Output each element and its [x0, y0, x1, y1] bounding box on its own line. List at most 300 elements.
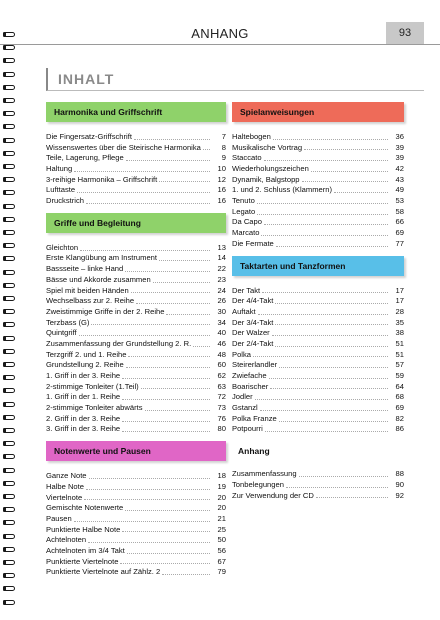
toc-entry[interactable] [232, 175, 404, 186]
dot-leader [311, 171, 388, 172]
dot-leader [141, 388, 210, 389]
dot-leader [134, 139, 210, 140]
toc-entry-title: Zweistimmige Griffe in der 2. Reihe [46, 306, 165, 316]
toc-entry-title: Grundstellung 2. Reihe [46, 360, 124, 370]
toc-entry-title: Halbe Note [46, 481, 84, 491]
dot-leader [304, 149, 388, 150]
toc-entry-title: Punktierte Viertelnote auf Zählz. 2 [46, 567, 161, 577]
toc-entry[interactable] [232, 228, 404, 239]
toc-entry-page: 67 [217, 556, 226, 566]
binding-ring [2, 347, 16, 356]
toc-entry-title: Terzbass (G) [46, 317, 90, 327]
dot-leader [299, 476, 388, 477]
toc-entry[interactable] [46, 175, 226, 186]
toc-entry[interactable] [232, 185, 404, 196]
toc-entry-title: 1. Griff in der 1. Reihe [46, 392, 121, 402]
toc-entry[interactable] [232, 132, 404, 143]
page-number: 93 [386, 22, 424, 44]
dot-leader [125, 271, 210, 272]
binding-ring [2, 439, 16, 448]
toc-entry-title: Gstanzl [232, 403, 258, 413]
dot-leader [275, 324, 388, 325]
dot-leader [257, 214, 388, 215]
toc-entry-title: Die Fingersatz-Griffschrift [46, 131, 132, 141]
toc-entry[interactable] [46, 350, 226, 361]
toc-entry[interactable] [46, 493, 226, 504]
toc-entry[interactable] [46, 471, 226, 482]
binding-ring [2, 83, 16, 92]
binding-ring [2, 558, 16, 567]
binding-ring [2, 545, 16, 554]
binding-ring [2, 241, 16, 250]
toc-entry-title: Boarischer [232, 381, 269, 391]
toc-entry-title: Wiederholungszeichen [232, 164, 309, 174]
binding-ring [2, 334, 16, 343]
binding-ring [2, 505, 16, 514]
toc-entry-page: 20 [217, 503, 226, 513]
binding-ring [2, 175, 16, 184]
toc-entry-title: Ganze Note [46, 471, 87, 481]
toc-entry-page: 8 [221, 142, 226, 152]
toc-entry-page: 26 [217, 296, 226, 306]
toc-entry[interactable] [46, 318, 226, 329]
toc-entry-page: 13 [217, 242, 226, 252]
toc-entry-title: Musikalische Vortrag [232, 142, 303, 152]
toc-entry[interactable] [232, 239, 404, 250]
toc-entry-page: 50 [217, 535, 226, 545]
binding-ring [2, 400, 16, 409]
toc-entry[interactable] [232, 207, 404, 218]
toc-entry[interactable] [232, 307, 404, 318]
toc-entry-title: Jodler [232, 392, 253, 402]
toc-entry[interactable] [232, 403, 404, 414]
dot-leader [77, 192, 210, 193]
binding-ring [2, 598, 16, 607]
toc-entry-page: 68 [395, 392, 404, 402]
toc-entry-title: Der 2/4-Takt [232, 338, 274, 348]
toc-entry-page: 53 [395, 196, 404, 206]
toc-left-column [46, 102, 226, 578]
dot-leader [86, 203, 210, 204]
dot-leader [257, 203, 388, 204]
toc-entry-title: Achtelnoten [46, 535, 87, 545]
toc-entry[interactable] [232, 469, 404, 480]
toc-entry-page: 16 [217, 185, 226, 195]
toc-entry-title: Steirerlandler [232, 360, 278, 370]
binding-ring [2, 228, 16, 237]
binding-ring [2, 492, 16, 501]
toc-entry[interactable] [232, 143, 404, 154]
toc-entry-page: 72 [217, 392, 226, 402]
toc-entry-title: Punktierte Viertelnote [46, 556, 119, 566]
dot-leader [265, 431, 388, 432]
toc-entry-page: 34 [217, 317, 226, 327]
toc-entry-title: Zwiefache [232, 371, 267, 381]
binding-ring [2, 479, 16, 488]
binding-ring [2, 518, 16, 527]
toc-heading-box [46, 68, 424, 91]
toc-entry-title: Der 4/4-Takt [232, 296, 274, 306]
section-heading-taktarten-und-tanzformen: Taktarten und Tanzformen [232, 256, 404, 276]
toc-entry-title: Legato [232, 206, 256, 216]
toc-entry[interactable] [46, 371, 226, 382]
dot-leader [260, 410, 388, 411]
toc-entry-page: 35 [395, 317, 404, 327]
toc-entry-page: 17 [395, 285, 404, 295]
toc-entry-page: 63 [217, 381, 226, 391]
toc-entry-title: 1. und 2. Schluss (Klammern) [232, 185, 333, 195]
binding-ring [2, 70, 16, 79]
toc-right-column [232, 102, 404, 501]
toc-entry[interactable] [46, 360, 226, 371]
toc-entry-title: Auftakt [232, 306, 256, 316]
toc-entry[interactable] [46, 557, 226, 568]
toc-entry-page: 82 [395, 413, 404, 423]
toc-entry-page: 14 [217, 253, 226, 263]
toc-entry-title: Der 3/4-Takt [232, 317, 274, 327]
dot-leader [272, 335, 388, 336]
dot-leader [128, 356, 210, 357]
toc-entry-page: 51 [395, 349, 404, 359]
dot-leader [122, 531, 210, 532]
binding-ring [2, 202, 16, 211]
toc-entry-page: 42 [395, 164, 404, 174]
dot-leader [286, 487, 388, 488]
toc-entry-page: 90 [395, 479, 404, 489]
binding-ring [2, 149, 16, 158]
binding-ring [2, 360, 16, 369]
toc-entry[interactable] [46, 254, 226, 265]
binding-ring [2, 268, 16, 277]
toc-entry[interactable] [46, 153, 226, 164]
dot-leader [255, 399, 388, 400]
binding-ring [2, 532, 16, 541]
toc-entry-page: 22 [217, 264, 226, 274]
toc-entry-page: 69 [395, 228, 404, 238]
toc-entry-title: Staccato [232, 153, 262, 163]
toc-entry[interactable] [232, 328, 404, 339]
toc-entry-title: 2-stimmige Tonleiter (1.Teil) [46, 381, 139, 391]
toc-entry[interactable] [232, 480, 404, 491]
binding-ring [2, 162, 16, 171]
toc-entry-title: Bassseite – linke Hand [46, 264, 124, 274]
section-heading-spielanweisungen: Spielanweisungen [232, 102, 404, 122]
toc-entry[interactable] [232, 425, 404, 436]
toc-entry-title: Punktierte Halbe Note [46, 524, 121, 534]
toc-entry-page: 58 [395, 206, 404, 216]
toc-entry[interactable] [46, 546, 226, 557]
toc-entry-page: 46 [217, 338, 226, 348]
toc-entry-page: 36 [395, 131, 404, 141]
dot-leader [166, 314, 210, 315]
toc-entry-page: 7 [221, 131, 226, 141]
toc-entry[interactable] [232, 339, 404, 350]
toc-entry-page: 19 [217, 481, 226, 491]
binding-ring [2, 426, 16, 435]
toc-entry-title: Druckstrich [46, 196, 84, 206]
dot-leader [153, 282, 210, 283]
toc-entry-title: Da Capo [232, 217, 262, 227]
spiral-binding [2, 30, 18, 610]
toc-entry-title: Tenuto [232, 196, 255, 206]
dot-leader [275, 346, 388, 347]
toc-entry[interactable] [46, 164, 226, 175]
toc-entry-title: Polka [232, 349, 251, 359]
dot-leader [84, 499, 210, 500]
toc-entry[interactable] [46, 132, 226, 143]
toc-entry[interactable] [232, 350, 404, 361]
toc-entry-page: 21 [217, 513, 226, 523]
toc-entry-title: Tonbelegungen [232, 479, 284, 489]
dot-leader [122, 431, 210, 432]
toc-entry-page: 48 [217, 349, 226, 359]
toc-entry-title: 3-reihige Harmonika – Griffschrift [46, 174, 158, 184]
toc-entry-title: Potpourri [232, 424, 263, 434]
toc-entry[interactable] [46, 275, 226, 286]
toc-entry-page: 12 [217, 174, 226, 184]
toc-entry-title: Polka Franze [232, 413, 277, 423]
toc-entry[interactable] [46, 307, 226, 318]
toc-entry[interactable] [46, 185, 226, 196]
toc-entry-title: Zusammenfassung [232, 469, 297, 479]
toc-entry-title: 1. Griff in der 3. Reihe [46, 371, 121, 381]
toc-entry-title: Wissenswertes über die Steirische Harmonika [46, 142, 201, 152]
toc-entry-page: 28 [395, 306, 404, 316]
dot-leader [125, 510, 210, 511]
toc-entry-page: 73 [217, 403, 226, 413]
toc-entry[interactable] [232, 286, 404, 297]
toc-entry[interactable] [46, 514, 226, 525]
dot-leader [127, 553, 210, 554]
section-heading-anhang: Anhang [238, 446, 270, 457]
toc-entry-title: 2. Griff in der 3. Reihe [46, 413, 121, 423]
toc-entry[interactable] [232, 382, 404, 393]
toc-entry[interactable] [46, 414, 226, 425]
toc-entry-title: Dynamik, Balgstopp [232, 174, 300, 184]
toc-entry-page: 92 [395, 490, 404, 500]
binding-ring [2, 584, 16, 593]
toc-entry-title: Quintgriff [46, 328, 77, 338]
section-heading-griffe-und-begleitung: Griffe und Begleitung [46, 213, 226, 233]
binding-ring [2, 413, 16, 422]
toc-entry-title: Gleichton [46, 242, 79, 252]
binding-ring [2, 294, 16, 303]
toc-entry-page: 24 [217, 285, 226, 295]
dot-leader [145, 410, 210, 411]
dot-leader [279, 421, 388, 422]
toc-entry[interactable] [46, 382, 226, 393]
toc-entry-page: 79 [217, 567, 226, 577]
toc-entry[interactable] [232, 218, 404, 229]
toc-entry[interactable] [232, 296, 404, 307]
toc-entry-title: Achtelnoten im 3/4 Takt [46, 545, 125, 555]
binding-ring [2, 254, 16, 263]
dot-leader [120, 563, 210, 564]
toc-entry-page: 64 [395, 381, 404, 391]
toc-entry-title: Zusammenfassung der Grundstellung 2. R. [46, 338, 192, 348]
binding-ring [2, 122, 16, 131]
toc-entry[interactable] [46, 482, 226, 493]
toc-entry[interactable] [232, 153, 404, 164]
binding-ring [2, 466, 16, 475]
toc-entry-page: 43 [395, 174, 404, 184]
toc-entry-title: Der Takt [232, 285, 261, 295]
toc-entry-page: 20 [217, 492, 226, 502]
toc-entry-title: Teile, Lagerung, Pflege [46, 153, 124, 163]
dot-leader [279, 367, 388, 368]
dot-leader [275, 303, 388, 304]
toc-entry-page: 30 [217, 306, 226, 316]
binding-ring [2, 373, 16, 382]
dot-leader [122, 421, 210, 422]
binding-ring [2, 56, 16, 65]
section-heading-notenwerte-und-pausen: Notenwerte und Pausen [46, 441, 226, 461]
toc-entry-title: Spiel mit beiden Händen [46, 285, 129, 295]
toc-heading: INHALT [58, 71, 115, 87]
toc-entry-page: 9 [221, 153, 226, 163]
toc-entry-title: Bässe und Akkorde zusammen [46, 274, 151, 284]
dot-leader [193, 346, 210, 347]
toc-entry-page: 66 [395, 217, 404, 227]
toc-entry-title: Haltung [46, 164, 73, 174]
dot-leader [159, 260, 210, 261]
toc-entry-page: 39 [395, 142, 404, 152]
toc-entry[interactable] [46, 503, 226, 514]
dot-leader [261, 235, 388, 236]
toc-entry-page: 23 [217, 274, 226, 284]
toc-entry-page: 40 [217, 328, 226, 338]
toc-entry[interactable] [46, 535, 226, 546]
dot-leader [264, 160, 388, 161]
dot-leader [86, 489, 210, 490]
toc-entry[interactable] [232, 371, 404, 382]
toc-entry-page: 57 [395, 360, 404, 370]
toc-entry[interactable] [46, 143, 226, 154]
header-rule [0, 44, 440, 45]
binding-ring [2, 386, 16, 395]
toc-entry[interactable] [46, 425, 226, 436]
binding-ring [2, 96, 16, 105]
dot-leader [74, 171, 210, 172]
toc-entry[interactable] [232, 164, 404, 175]
toc-entry-page: 38 [395, 328, 404, 338]
toc-entry-page: 59 [395, 371, 404, 381]
toc-entry-page: 49 [395, 185, 404, 195]
binding-ring [2, 215, 16, 224]
toc-entry-title: Terzgriff 2. und 1. Reihe [46, 349, 127, 359]
dot-leader [316, 497, 388, 498]
toc-entry-page: 56 [217, 545, 226, 555]
toc-entry-page: 60 [217, 360, 226, 370]
dot-leader [79, 335, 210, 336]
toc-entry-page: 88 [395, 469, 404, 479]
dot-leader [122, 399, 210, 400]
dot-leader [203, 149, 210, 150]
section-heading-harmonika-und-griffschrift: Harmonika und Griffschrift [46, 102, 226, 122]
dot-leader [262, 292, 388, 293]
toc-entry-title: Wechselbass zur 2. Reihe [46, 296, 135, 306]
toc-entry-page: 39 [395, 153, 404, 163]
dot-leader [334, 192, 388, 193]
page-header-title: ANHANG [191, 26, 249, 41]
toc-entry[interactable] [46, 339, 226, 350]
toc-entry[interactable] [232, 318, 404, 329]
toc-entry[interactable] [46, 567, 226, 578]
toc-entry[interactable] [46, 392, 226, 403]
toc-entry-page: 69 [395, 403, 404, 413]
toc-entry-page: 77 [395, 238, 404, 248]
toc-entry[interactable] [232, 392, 404, 403]
toc-entry[interactable] [46, 296, 226, 307]
dot-leader [264, 224, 388, 225]
toc-entry-page: 80 [217, 424, 226, 434]
toc-entry-page: 16 [217, 196, 226, 206]
toc-entry-title: Zur Verwendung der CD [232, 490, 314, 500]
dot-leader [276, 246, 388, 247]
toc-entry[interactable] [46, 525, 226, 536]
toc-entry-title: Der Walzer [232, 328, 270, 338]
toc-entry-title: Haltebogen [232, 131, 271, 141]
toc-entry[interactable] [232, 414, 404, 425]
toc-entry-title: Gemischte Notenwerte [46, 503, 124, 513]
toc-entry[interactable] [232, 196, 404, 207]
toc-entry-title: Pausen [46, 513, 72, 523]
dot-leader [136, 303, 210, 304]
binding-ring [2, 281, 16, 290]
dot-leader [159, 181, 210, 182]
dot-leader [80, 250, 210, 251]
dot-leader [74, 521, 210, 522]
dot-leader [122, 378, 210, 379]
toc-entry-page: 76 [217, 413, 226, 423]
toc-entry-title: 3. Griff in der 3. Reihe [46, 424, 121, 434]
dot-leader [126, 160, 210, 161]
toc-entry[interactable] [46, 286, 226, 297]
toc-entry-page: 51 [395, 338, 404, 348]
dot-leader [302, 181, 388, 182]
dot-leader [126, 367, 210, 368]
toc-entry[interactable] [232, 360, 404, 371]
binding-ring [2, 307, 16, 316]
binding-ring [2, 109, 16, 118]
dot-leader [89, 478, 210, 479]
toc-entry-title: Die Fermate [232, 238, 274, 248]
toc-entry[interactable] [46, 328, 226, 339]
binding-ring [2, 320, 16, 329]
toc-entry-title: Erste Klangübung am Instrument [46, 253, 158, 263]
toc-entry-page: 17 [395, 296, 404, 306]
dot-leader [269, 378, 388, 379]
toc-entry-title: Marcato [232, 228, 260, 238]
binding-ring [2, 452, 16, 461]
dot-leader [88, 542, 210, 543]
dot-leader [258, 314, 388, 315]
dot-leader [162, 574, 210, 575]
dot-leader [270, 388, 388, 389]
toc-entry[interactable] [46, 196, 226, 207]
toc-entry-title: Viertelnote [46, 492, 83, 502]
toc-entry[interactable] [46, 403, 226, 414]
dot-leader [273, 139, 388, 140]
dot-leader [253, 356, 388, 357]
toc-entry[interactable] [46, 243, 226, 254]
toc-entry[interactable] [232, 491, 404, 502]
toc-entry-title: Lufttaste [46, 185, 76, 195]
toc-entry-page: 86 [395, 424, 404, 434]
toc-entry-page: 18 [217, 471, 226, 481]
toc-entry-page: 25 [217, 524, 226, 534]
toc-entry[interactable] [46, 264, 226, 275]
